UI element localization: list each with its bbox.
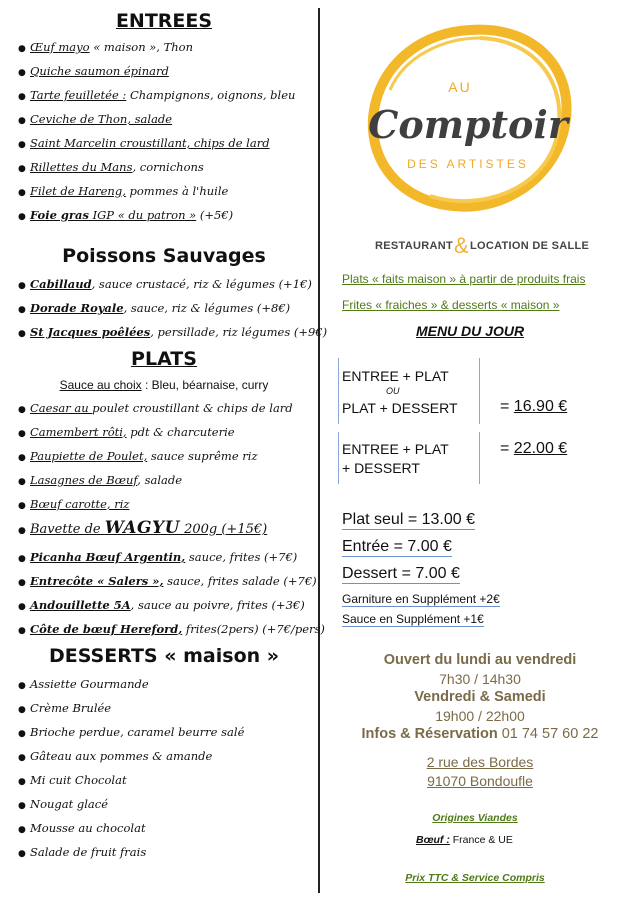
sauce-choice: Sauce au choix : Bleu, béarnaise, curry	[59, 378, 269, 392]
list-item: ● Brioche perdue, caramel beurre salé	[18, 725, 245, 739]
tagline: RESTAURANT&LOCATION DE SALLE	[375, 233, 590, 258]
list-item: ● Dorade Royale, sauce, riz & légumes (+8€)	[18, 301, 291, 315]
list-item: ● Côte de bœuf Hereford, frites(2pers) (+7€/pers)	[18, 622, 325, 636]
logo-main-text: Comptoir	[368, 102, 568, 147]
prix-ttc: Prix TTC & Service Compris	[405, 872, 545, 884]
list-item: ● Caesar au poulet croustillant & chips de lard	[18, 401, 293, 415]
formula2-line1: ENTREE + PLAT	[342, 441, 449, 457]
formula-box-2	[338, 432, 480, 484]
fries-line: Frites « fraiches » & desserts « maison »	[342, 298, 560, 312]
list-item: ● Cabillaud, sauce crustacé, riz & légumes (+1€)	[18, 277, 312, 291]
list-item: ● Mousse au chocolat	[18, 821, 146, 835]
address-city: 91070 Bondoufle	[427, 773, 533, 789]
list-item: ● Andouillette 5A, sauce au poivre, frites (+3€)	[18, 598, 305, 612]
homemade-line: Plats « faits maison » à partir de produits frais	[342, 272, 586, 286]
list-item: ● Crème Brulée	[18, 701, 112, 715]
hours-weekday-title: Ouvert du lundi au vendredi	[383, 652, 577, 668]
restaurant-logo	[360, 20, 580, 220]
list-item: ● Bœuf carotte, riz	[18, 497, 130, 511]
plats-title: PLATS	[131, 348, 197, 370]
list-item: ● Rillettes du Mans, cornichons	[18, 160, 204, 174]
list-item: ● Filet de Hareng, pommes à l'huile	[18, 184, 229, 198]
list-item: ● Saint Marcelin croustillant, chips de lard	[18, 136, 270, 150]
hours-weekend-title: Vendredi & Samedi	[414, 689, 546, 705]
list-item: ● Foie gras IGP « du patron » (+5€)	[18, 208, 234, 222]
list-item: ● Salade de fruit frais	[18, 845, 147, 859]
list-item: ● Picanha Bœuf Argentin, sauce, frites (+7€)	[18, 550, 298, 564]
address-street: 2 rue des Bordes	[426, 754, 534, 770]
desserts-title: DESSERTS « maison »	[48, 645, 280, 667]
poissons-title: Poissons Sauvages	[62, 245, 266, 267]
hours-weekday: 7h30 / 14h30	[439, 671, 521, 687]
hours-weekend: 19h00 / 22h00	[435, 708, 525, 724]
list-item: ● Mi cuit Chocolat	[18, 773, 127, 787]
list-item: ● Entrecôte « Salers », sauce, frites salade (+7€)	[18, 574, 317, 588]
formula1-line2: PLAT + DESSERT	[342, 400, 458, 416]
entrees-title: ENTREES	[115, 10, 213, 32]
garniture-supplement: Garniture en Supplément +2€	[342, 592, 500, 606]
logo-au-text: AU	[448, 79, 472, 95]
list-item: ● St Jacques poêlées, persillade, riz légumes (+9€)	[18, 325, 328, 339]
entree-price: Entrée = 7.00 €	[342, 538, 452, 555]
origines-viandes: Origines Viandes	[432, 812, 518, 824]
column-divider	[318, 8, 320, 893]
boeuf-origin: Bœuf : France & UE	[416, 834, 513, 846]
formula1-price: = 16.90 €	[500, 398, 568, 415]
list-item: ● Camembert rôti, pdt & charcuterie	[18, 425, 235, 439]
list-item: ● Nougat glacé	[18, 797, 109, 811]
list-item: ● Lasagnes de Bœuf, salade	[18, 473, 183, 487]
list-item: ● Bavette de WAGYU 200g (+15€)	[18, 518, 268, 538]
formula2-line2: + DESSERT	[342, 460, 420, 476]
list-item: ● Œuf mayo « maison », Thon	[18, 40, 194, 54]
logo-sub-text: DES ARTISTES	[407, 157, 529, 171]
plat-seul-price: Plat seul = 13.00 €	[342, 511, 475, 528]
list-item: ● Gâteau aux pommes & amande	[18, 749, 213, 763]
list-item: ● Paupiette de Poulet, sauce suprême riz	[18, 449, 258, 463]
sauce-supplement: Sauce en Supplément +1€	[342, 612, 484, 626]
dessert-price: Dessert = 7.00 €	[342, 565, 460, 582]
menu-du-jour-title: MENU DU JOUR	[415, 323, 525, 339]
formula1-ou: OU	[386, 386, 400, 396]
list-item: ● Ceviche de Thon, salade	[18, 112, 173, 126]
list-item: ● Tarte feuilletée : Champignons, oignons, bleu	[18, 88, 296, 102]
list-item: ● Quiche saumon épinard	[18, 64, 169, 78]
formula1-line1: ENTREE + PLAT	[342, 368, 449, 384]
formula2-price: = 22.00 €	[500, 440, 568, 457]
reservation-line: Infos & Réservation 01 74 57 60 22	[361, 726, 599, 742]
list-item: ● Assiette Gourmande	[18, 677, 149, 691]
